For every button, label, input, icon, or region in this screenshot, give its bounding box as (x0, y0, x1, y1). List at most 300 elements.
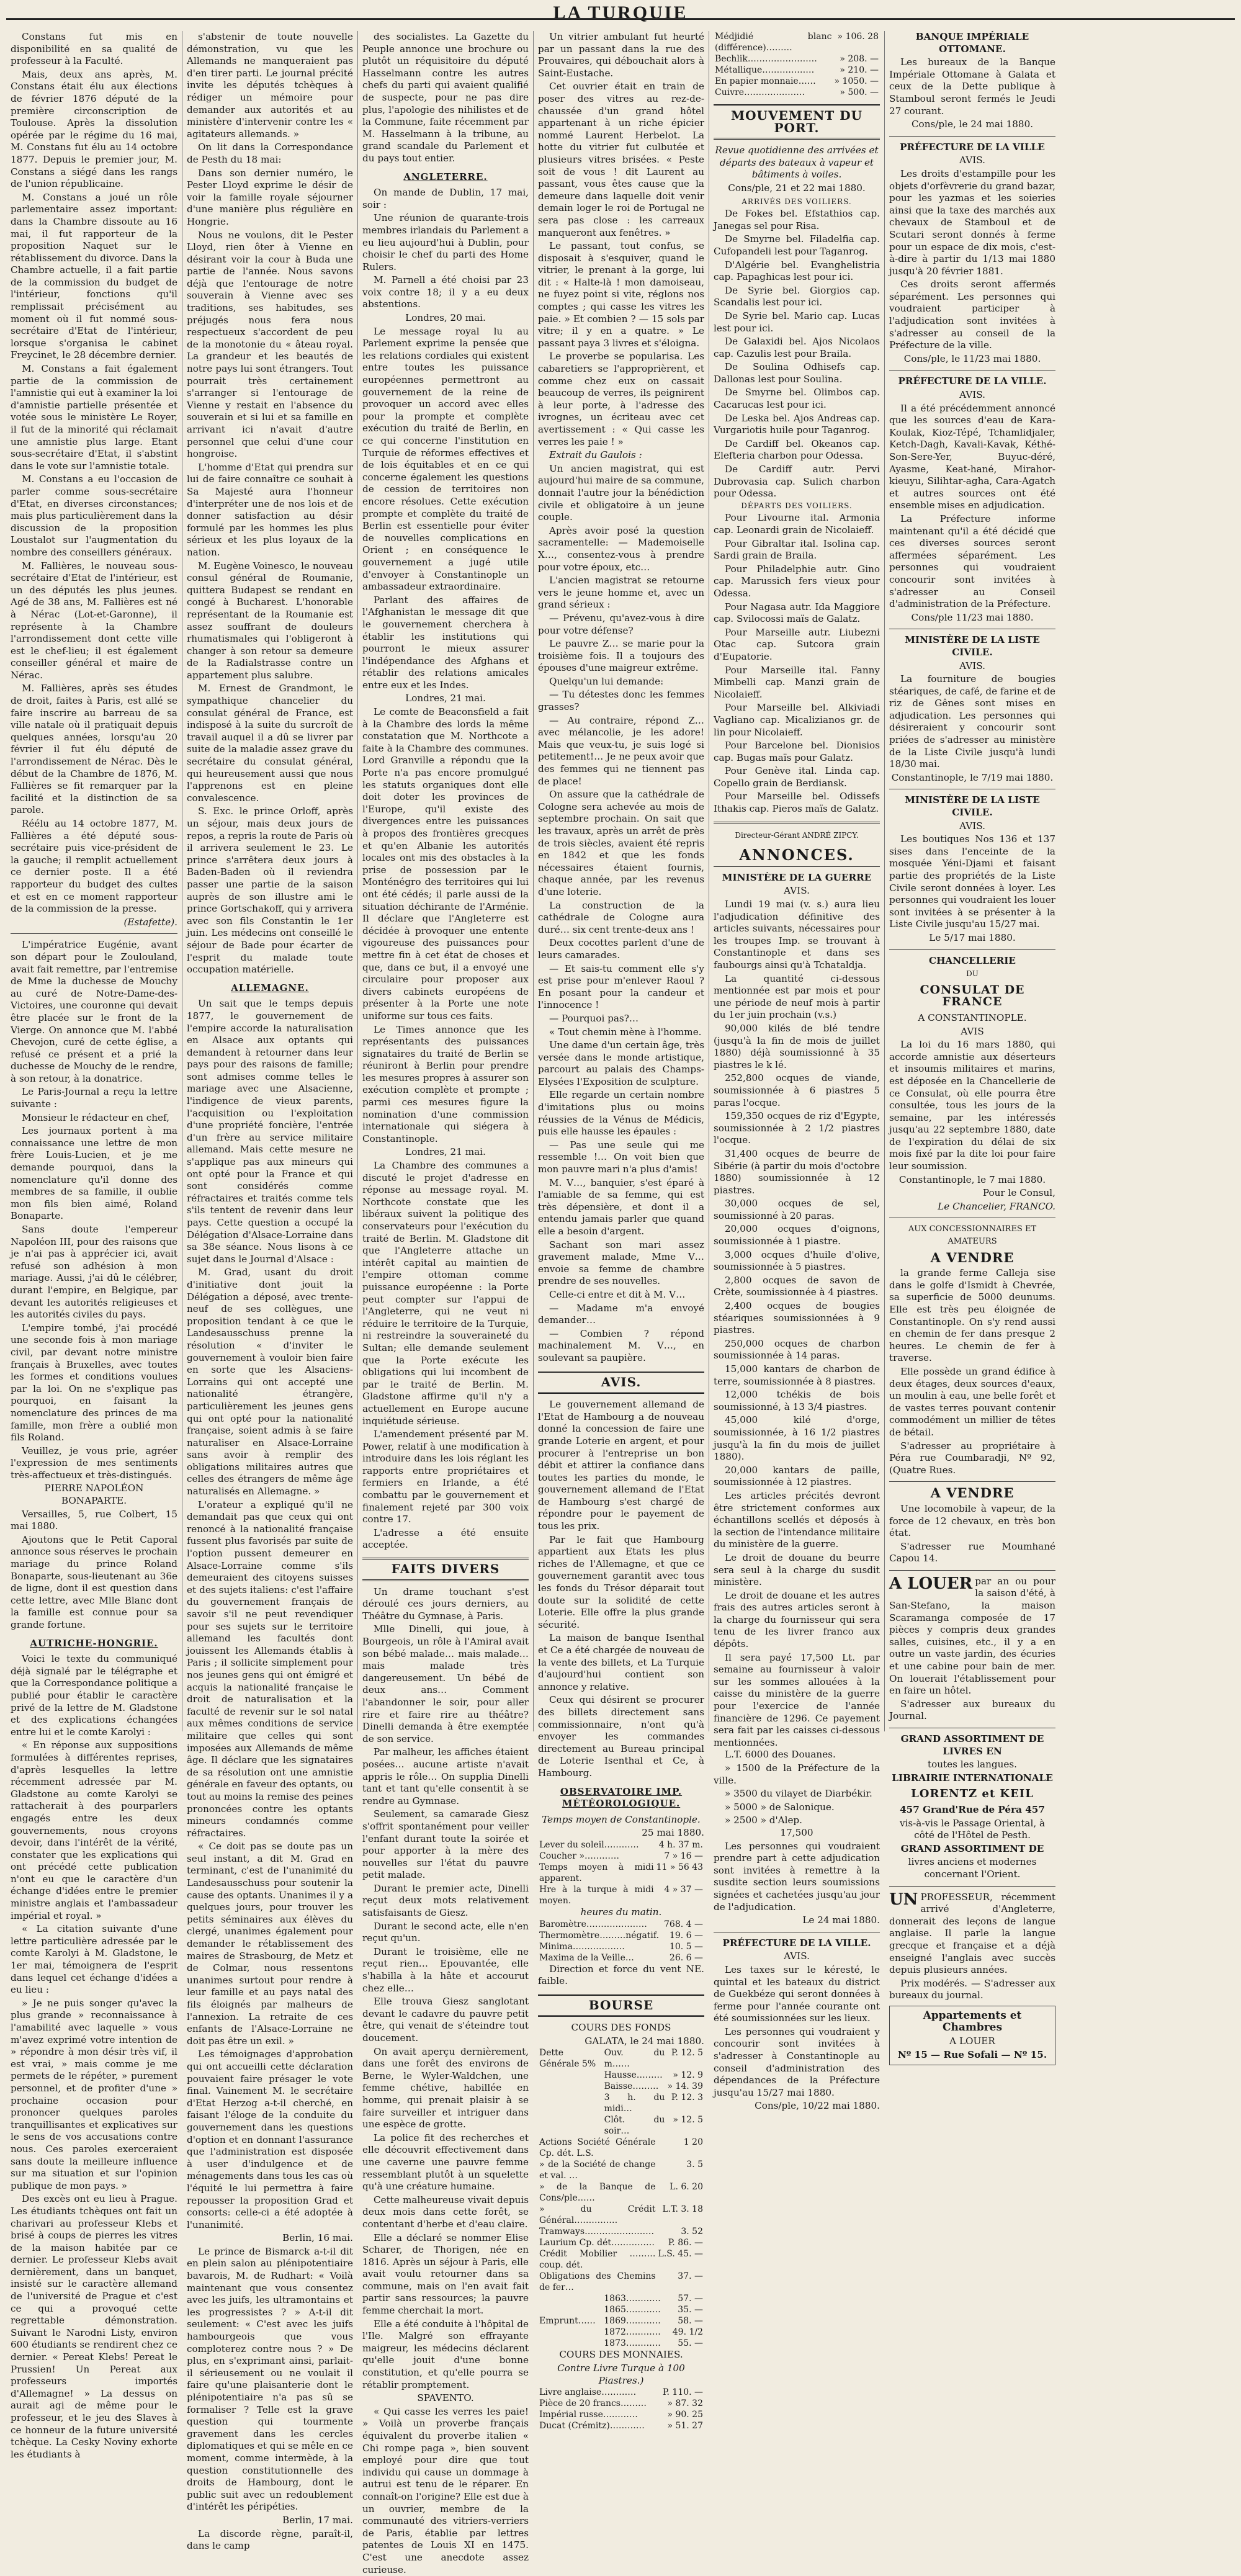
departures-list (714, 512, 880, 815)
column-3 (357, 31, 533, 2575)
arrival-entry: De Syrie bel. Giorgios cap. Scandalis lest pour ici. (714, 284, 880, 308)
paragraph: 20,000 kantars de paille, soumissionnée à 12 piastres. (714, 1464, 880, 1488)
table-row (538, 1941, 704, 1952)
actions-table (538, 2137, 704, 2293)
paragraph: 20,000 ocques d'oignons, soumissionnée à 1 piastre. (714, 1223, 880, 1247)
departure-entry: Pour Philadelphie autr. Gino cap. Marussich fers vieux pour Odessa. (714, 563, 880, 599)
signature: Le Chancelier, FRANCO. (938, 1200, 1055, 1212)
paragraph: Le droit de douane et les autres frais des autres articles seront à la charge du fournisseur qui sera tenu de les livrer franco aux dépôts. (714, 1589, 880, 1650)
table-row (714, 87, 880, 98)
paragraph: On assure que la cathédrale de Cologne sera achevée au mois de septembre prochain. On sait que les travaux, après un arrêt de près de trois siècles, avaient été repris en 1842 et que les fonds nécessaires étaient fournis, chaque année, par les revenus d'une loterie. (538, 789, 704, 897)
paragraph: « En réponse aux suppositions formulées à différentes reprises, d'après lesquelles la lettre récemment adressée par M. Gladstone au comte Karolyi se rattacherait à des pourparlers engagés entre les deux gouvernements, nous croyons devoir, dans l'intérêt de la vérité, constater que les explications qui ont précédé cette publication n'ont eu que le caractère d'un échange d'idées entre le premier ministre anglais et l'ambassadeur impérial et royal. » (11, 1739, 177, 1921)
paragraph: Cette malheureuse vivait depuis deux mois dans cette forêt, se contentant d'herbe et d'eau claire. (362, 2194, 529, 2230)
paragraph: M. Parnell a été choisi par 23 voix contre 18; il y a eu deux abstentions. (362, 274, 529, 310)
dateline: Londres, 21 mai. (405, 1146, 486, 1158)
paragraph: Constans fut mis en disponibilité en sa qualité de professeur à la Faculté. (11, 31, 177, 67)
table-cell: 1863………… (604, 2294, 661, 2304)
departure-entry: Pour Marseille autr. Liubezni Otac cap. Sutcora grain d'Eupatorie. (714, 626, 880, 662)
column-4 (533, 31, 709, 2431)
paragraph: Le proverbe se popularisa. Les cabaretiers se l'approprièrent, et comme chez eux on cassait beaucoup de verres, ils peignirent à leur porte, à l'adresse des ivrognes, un écriteau avec cet avertissement : « Qui casse les verres les paie ! » (538, 351, 704, 447)
payment-entry: » 1500 de la Préfecture de la ville. (714, 1762, 880, 1786)
letter-signature: PIERRE NAPOLÉON BONAPARTE. (44, 1483, 144, 1507)
observatory-table-2 (538, 1919, 704, 1963)
table-row (538, 2409, 704, 2420)
paragraph: Il sera payé 17,500 Lt. par semaine au fournisseur à valoir sur les sommes allouées à la caisse du ministère de la guerre pour l'exercice de l'année financière de 1296. Ce payement sera fait par les caisses ci-dessous mentionnées. (714, 1651, 880, 1748)
paragraph: La discorde règne, paraît-il, dans le camp (187, 2528, 353, 2552)
table-cell: Thermomètre………négatif. (539, 1930, 660, 1941)
wind-line: Direction et force du vent NE. faible. (538, 1963, 704, 1987)
paragraph: Les personnes qui voudraient prendre part à cette adjudication sont invitées à remettre à la susdite section leurs soumissions signées et cachetées jusqu'au jour de l'adjudication. (714, 1840, 880, 1913)
paragraph: PROFESSEUR, récemment arrivé d'Angleterre, donnerait des leçons de langue anglaise. Il parle la langue grecque et française et a déjà enseigné l'anglais avec succès depuis plusieurs années. (889, 1891, 1055, 1976)
departure-entry: Pour Genève ital. Linda cap. Copello grain de Berdiansk. (714, 765, 880, 789)
paragraph: On mande de Dublin, 17 mai, soir : (362, 187, 529, 210)
paragraph: M. Constans a eu l'occasion de parler comme sous-secrétaire d'Etat, en diverses circonstances; mais plus particulièrement dans la discussion de la proposition Loustalot sur l'augmentation du nombre des conseillers généraux. (11, 473, 177, 558)
dateline: Cons/ple, le 24 mai 1880. (911, 119, 1034, 130)
table-cell: » 51. 27 (667, 2421, 703, 2431)
paragraph: — Prévenu, qu'avez-vous à dire pour votre défense? (538, 612, 704, 636)
avis-label: AVIS. (784, 1950, 810, 1962)
paragraph: Monsieur le rédacteur en chef, (22, 1111, 169, 1123)
table-cell: Coucher »………… (539, 1851, 620, 1861)
table-cell: 57. — (678, 2294, 703, 2304)
paragraph: Les personnes qui voudraient y concourir sont invitées à s'adresser à Constantinople au conseil d'administration des dépendances de la Préfecture jusqu'au 15/27 mai 1880. (714, 2026, 880, 2098)
paragraph: Cet ouvrier était en train de poser des vitres au rez-de-chaussée d'un grand hôtel appartenant à un riche épicier nommé Laurent Herbelot. La hotte du vitrier fut culbutée et plusieurs vitres brisées. « Peste soit de vous ! dit Laurent au passant, vous êtes cause que la demeure dans laquelle doit venir demain loger le roi de Portugal ne sera pas close : les carreaux manqueront aux fenêtres. » (538, 81, 704, 238)
arrival-entry: De Leska bel. Ajos Andreas cap. Vurgariotis huile pour Taganrog. (714, 412, 880, 436)
paragraph: Une locomobile à vapeur, de la force de 12 chevaux, en très bon état. (889, 1502, 1055, 1539)
paragraph: Les articles précités devront être strictement conformes aux échantillons scellés et déposés à la section de l'intendance militaire du ministère de la guerre. (714, 1489, 880, 1550)
paragraph: La loi du 16 mars 1880, qui accorde amnistie aux déserteurs et insoumis militaires et marins, est déposée en la Chancellerie de ce Consulat, où elle pourra être consultée, tous les jours de la semaine, par les intéressés jusqu'au 22 septembre 1880, date de l'expiration du délai de six mois fixé par la dite loi pour faire leur soumission. (889, 1039, 1055, 1172)
paragraph: S. Exc. le prince Orloff, après un séjour, mais deux jours de repos, a repris la route de Paris où il arrivera seulement le 23. Le prince s'arrêtera deux jours à Baden-Baden où il reviendra passer une partie de la saison auprès de son illustre ami le prince Gortschakoff, qui y arrivera avec son fils Constantin le 1er juin. Les médecins ont conseillé le séjour de Bade pour écarter de l'esprit du malade toute occupation matérielle. (187, 806, 353, 976)
paragraph: L'orateur a expliqué qu'il ne demandait pas que ceux qui ont renoncé à la nationalité française fussent plus favorisés par suite de l'option pussent demeurer en Alsace-Lorraine comme s'ils demeuraient des citoyens suisses et des sujets italiens: c'est l'affaire du gouvernement français de savoir s'il ne peut revendiquer pour ses sujets sur le territoire allemand les facultés dont jouissent les Allemands établis à Paris ; il sollicite simplement pour nos jeunes gens qui ont émigré et acquis la nationalité française le droit de naturalisation et la faculté de revenir sur le sol natal aux mêmes conditions de service militaire que celles qui sont imposées aux Allemands de même âge. Il déclare que les signataires de sa résolution ont une amnistie générale en faveur des optants, ou tout au moins la remise des peines prononcées contre les optants mineurs condamnés comme réfractaires. (187, 1499, 353, 1839)
table-cell: Obligations des Chemins de fer… (539, 2271, 656, 2293)
section-heading-avis: AVIS. (538, 1371, 704, 1394)
table-cell (538, 2293, 603, 2304)
paragraph: « Qui casse les verres les paie! » Voilà un proverbe français équivalent du proverbe italien « Chi rompe paga », bien souvent employé pour dire que tout individu qui cause un dommage à autrui est tenu de le réparer. En connaît-on l'origine? Elle est due à un ouvrier, membre de la communauté des vitriers-verriers de Paris, établie par lettres patentes de Louis XI en 1475. C'est une anecdote assez curieuse. (362, 2405, 529, 2575)
table-cell (538, 2114, 603, 2137)
table-row (538, 1839, 704, 1851)
section-heading-port: MOUVEMENT DU PORT. (714, 104, 880, 140)
column-1 (6, 31, 182, 2460)
table-cell (538, 2304, 603, 2315)
table-cell: Emprunt…… (539, 2316, 596, 2327)
paragraph: Nous ne voulons, dit le Pester Lloyd, rien ôter à Vienne en désirant voir la cour à Buda une partie de l'année. Nous savons déjà que l'entourage de notre souverain à Vienne avec ses traditions, ses habitudes, ses préjugés nous fera nous respectueux s'accordent de peu de la monotonie du « âteau royal. La grandeur et les beautés de notre pays lui sont étrangers. Tout pourrait très certainement s'arranger si l'entourage de Vienne y restait en l'absence du souverain et si lui et sa famille en arrivant ici n'avait d'autre personnel que celui d'une cour hongroise. (187, 229, 353, 460)
column-2 (182, 31, 357, 2552)
subheading: COURS DES MONNAIES. (559, 2349, 683, 2361)
paragraph: L'homme d'Etat qui prendra sur lui de faire connaître ce souhait à Sa Majesté aura l'honneur d'interpréter une de nos lois et de donner satisfaction au désir formulé par les hommes les plus sérieux et les plus loyaux de la nation. (187, 461, 353, 558)
dateline: Cons/ple 11/23 mai 1880. (911, 611, 1034, 623)
paragraph: Des excès ont eu lieu à Prague. Les étudiants tchèques ont fait un charivari au professeur Klebs et brisé à coups de pierres les vitres de la maison habitée par ce dernier. Le professeur Klebs avait dernièrement, dans un banquet, insisté sur le caractère allemand de l'université de Prague et c'est ce qui a provoqué cette regrettable démonstration. Suivant le Narodni Listy, environ 600 étudiants se rendirent chez ce dernier. « Pereat Klebs! Pereat le Prussien! Un Pereat aux professeurs importés d'Allemagne! » La dessus on aurait agi de même pour le professeur, et le jeu des Slaves à ce honneur de la future université tchèque. La Cesky Noviny exhorte les étudiants à (11, 2193, 177, 2460)
paragraph: La quantité ci-dessous mentionnée est par mois et pour une période de neuf mois à partir du 1er juin prochain (v.s.) (714, 972, 880, 1021)
table-row (538, 2237, 704, 2248)
paragraph: M. V…, banquier, s'est éparé à l'amiable de sa femme, qui est très dépensière, et dont il a entendu jamais parler que quand elle a besoin d'argent. (538, 1177, 704, 1237)
avis-label: AVIS. (959, 389, 985, 401)
paragraph: Réélu au 14 octobre 1877, M. Fallières a été député sous-secrétaire puis vice-président de la gauche; il remplit actuellement ce dernier poste. Il a été rapporteur du budget des cultes et est en ce moment rapporteur de la commission de la presse. (11, 818, 177, 915)
table-cell: Dette Générale 5% (539, 2048, 596, 2070)
arrival-entry: D'Algérie bel. Evanghelistria cap. Papaghicas lest pour ici. (714, 259, 880, 283)
paragraph: vis-à-vis le Passage Oriental, à côté de l'Hôtel de Pesth. (899, 1817, 1046, 1841)
paragraph: L'ancien magistrat se retourne vers le jeune homme et, avec un grand sérieux : (538, 575, 704, 611)
a-louer-drop-cap: A LOUER (889, 1574, 973, 1593)
paragraph: 30,000 ocques de sel, soumissionné à 20 paras. (714, 1198, 880, 1221)
masthead-title: LA TURQUIE (553, 2, 688, 23)
arrival-entry: De Smyrne bel. Filadelfia cap. Cufopandeli lest pour Taganrog. (714, 233, 880, 257)
paragraph: « La citation suivante d'une lettre particulière adressée par le comte Karolyi à M. Gladstone, le 1er mai, témoignera de l'esprit dans lequel cet échange d'idées a eu lieu : (11, 1923, 177, 1996)
table-cell: 1873………… (604, 2338, 661, 2349)
paragraph: Un drame touchant s'est déroulé ces jours derniers, au Théâtre du Gymnase, à Paris. (362, 1586, 529, 1622)
paragraph: Les boutiques Nos 136 et 137 sises dans l'enceinte de la mosquée Yéni-Djami et faisant partie des propriétés de la Liste Civile seront données à loyer. Les personnes qui voudraient les louer sont invitées à se présenter à la Liste Civile jusqu'au 15/27 mai. (889, 833, 1055, 930)
table-cell: Minima……………… (539, 1941, 625, 1952)
divider (889, 1570, 1055, 1571)
paragraph: Seulement, sa camarade Giesz s'offrit spontanément pour veiller l'enfant durant toute la soirée et pour apporter à la mère des nouvelles sur l'état du pauvre petit malade. (362, 1808, 529, 1881)
table-cell: P. 12. 3 (671, 2093, 703, 2103)
paragraph: Veuillez, je vous prie, agréer l'expression de mes sentiments très-affectueux et très-distingués. (11, 1445, 177, 1481)
paragraph: Sachant son mari assez gravement malade, Mme V… envoie sa femme de chambre prendre de ses nouvelles. (538, 1239, 704, 1287)
subheading: heures du matin. (580, 1906, 662, 1918)
paragraph: 250,000 ocques de charbon soumissionnée à 14 paras. (714, 1337, 880, 1362)
monnaie-table-cont (714, 31, 880, 98)
paragraph: Les témoignages d'approbation qui ont accueilli cette déclaration pouvaient faire présager le vote final. Vainement M. le secrétaire d'Etat Herzog a-t-il cherché, en faisant l'éloge de la conduite du gouvernement dans les questions d'option et en donnant l'assurance que l'administration est disposée à user d'indulgence et de ménagements dans tous les cas où l'équité le lui permettra à faire repousser la proposition Grad et consorts: celle-ci a été adoptée à l'unanimité. (187, 2049, 353, 2230)
table-row (714, 53, 880, 65)
paragraph: » Je ne puis songer qu'avec la plus grande » reconnaissance à l'amabilité avec laquelle » vous m'avez exprimé votre intention de » répondre à mon désir très vif, il est vrai, » mais comme je me permets de le répéter, » purement personnel, et de profiter d'une » prochaine occasion pour prononcer quelques paroles tranquillisantes et explicatives sur le sens de vos accusations contre nous. Ces paroles exerceraient sans doute la meilleure influence sur ma situation et sur l'opinion publique de mon pays. » (11, 1997, 177, 2191)
paragraph: 2,400 ocques de bougies stéariques soumissionnées à 9 piastres. (714, 1300, 880, 1336)
table-cell: 3. 52 (681, 2227, 703, 2237)
table-cell: Tramways…………………… (539, 2227, 655, 2237)
paragraph: Elle possède un grand édifice à deux étages, deux sources d'eaux, un moulin à eau, une belle forêt et de vastes terres pouvant contenir commodément un millier de têtes de bétail. (889, 1365, 1055, 1438)
table-cell: » du Crédit Général…………… (539, 2204, 656, 2226)
arrival-entry: De Soulina Odhisefs cap. Dallonas lest pour Soulina. (714, 361, 880, 385)
table-row (538, 2047, 704, 2070)
dateline: Cons/ple, le 11/23 mai 1880. (903, 352, 1041, 364)
section-heading: AUTRICHE-HONGRIE. (30, 1637, 158, 1649)
paragraph: livres anciens et modernes concernant l'Orient. (908, 1856, 1037, 1880)
table-cell (538, 2092, 603, 2114)
table-cell: 768. 4 — (664, 1919, 703, 1929)
paragraph: L'empire tombé, j'ai procédé une seconde fois à mon mariage civil, par devant notre ministre français à Bruxelles, avec toutes les formes et conditions voulues par la loi. On ne s'explique pas pourquoi, en faisant la nomenclature des princes de ma famille, mon frère a oublié mon fils Roland. (11, 1322, 177, 1443)
subheading: COURS DES FONDS (571, 2022, 671, 2034)
columns (6, 31, 1235, 2575)
table-cell: 4 h. 37 m. (658, 1839, 703, 1850)
paragraph: Extrait du Gaulois : (549, 449, 642, 461)
table-cell: 1 20 (683, 2137, 703, 2148)
subheading: Temps moyen de Constantinople. (542, 1813, 701, 1825)
table-row (538, 2137, 704, 2159)
paragraph: Prix modérés. — S'adresser aux bureaux du journal. (889, 1977, 1055, 2001)
table-row (714, 31, 880, 53)
table-cell: Actions Société Générale Cp. dét. L.S. (539, 2137, 656, 2159)
table-cell: L. 6. 20 (670, 2182, 703, 2192)
paragraph: Le gouvernement allemand de l'Etat de Hambourg a de nouveau donné la concession de faire une grande Loterie en argent, et pour procurer à l'entreprise un bon débit et attirer la confiance dans toutes les parties du monde, le gouvernement allemand de l'Etat de Hambourg s'est chargé de répondre pour le payement de tous les prix. (538, 1399, 704, 1532)
table-row (538, 2327, 704, 2338)
table-cell: 26. 6 — (669, 1952, 703, 1963)
payment-total: 17,500 (780, 1826, 813, 1838)
emprunt-table (538, 2293, 704, 2349)
paragraph: — Combien ? répond machinalement M. V…, en soulevant sa paupière. (538, 1327, 704, 1363)
table-cell: Baisse……… (604, 2081, 659, 2092)
arrival-entry: De Fokes bel. Efstathios cap. Janegas sel pour Risa. (714, 208, 880, 231)
paragraph: Voici le texte du communiqué déjà signalé par le télégraphe et que la Correspondance politique a publié pour établir le caractère privé de la lettre de M. Gladstone et des explications échangées entre lui et le comte Karolyi : (11, 1653, 177, 1738)
table-cell: » de la Société de change et val. … (539, 2160, 656, 2181)
paragraph: Mlle Dinelli, qui joue, à Bourgeois, un rôle à l'Amiral avait son bébé malade… mais malade… mais malade très dangereusement. Un bébé de deux ans… Comment l'abandonner le soir, pour aller rire et faire rire au théâtre? Dinelli demanda à être exemptée de son service. (362, 1623, 529, 1744)
paragraph: La Chambre des communes a discuté le projet d'adresse en réponse au message royal. M. Northcote constate que les libéraux suivent la politique des conservateurs pour l'exécution du traité de Berlin. M. Gladstone dit que l'Angleterre attache un intérêt capital au maintien de l'empire ottoman comme puissance européenne : la Porte peut compter sur l'appui de l'Angleterre, qui ne veut ni réduire le territoire de la Turquie, ni restreindre la souveraineté du Sultan; elle demande seulement que la Porte exécute les obligations qui lui incombent de par le traité de Berlin. M. Gladstone affirme qu'il n'y a actuellement en Europe aucune inquiétude sérieuse. (362, 1160, 529, 1427)
arrival-entry: De Galaxidi bel. Ajos Nicolaos cap. Cazulis lest pour Braila. (714, 336, 880, 359)
paragraph: M. Fallières, le nouveau sous-secrétaire d'Etat de l'intérieur, est un des députés les plus jeunes. Agé de 38 ans, M. Fallières est né à Nérac (Lot-et-Garonne), il représente à la Chambre l'arrondissement dont cette ville est le chef-lieu; il est également conseiller général et maire de Nérac. (11, 560, 177, 681)
dateline: 25 mai 1880. (642, 1827, 704, 1839)
paragraph: Un ancien magistrat, qui est aujourd'hui maire de sa commune, donnait l'autre jour la bénédiction civile et obligatoire à un jeune couple. (538, 462, 704, 523)
table-cell: Baromètre………………… (539, 1919, 647, 1929)
paragraph: Elle a déclaré se nommer Elise Scharer, de Thorigen, née en 1816. Après un séjour à Paris, elle avait voulu retourner dans sa commune, mais on l'en avait fait partir sans ressources; la pauvre femme cherchait la mort. (362, 2232, 529, 2317)
subheading: A LOUER (949, 2035, 995, 2047)
paragraph: M. Constans a fait également partie de la commission de l'amnistie qui eut à examiner la loi d'amnistie partielle présentée et votée sous le ministère Le Royer, il fut de la minorité qui réclamait une amnistie plus large. Etant sous-secrétaire d'Etat, il s'abstint dans le vote sur l'amnistie totale. (11, 363, 177, 472)
paragraph: Le pauvre Z… se marie pour la troisième fois. Il a toujours des épouses d'une maigreur extrême. (538, 638, 704, 674)
table-cell: L.T. 3. 18 (662, 2204, 703, 2215)
table-cell: » 14. 39 (667, 2081, 703, 2092)
paragraph: 15,000 kantars de charbon de terre, soumissionnée à 8 piastres. (714, 1363, 880, 1387)
paragraph: Les journaux portent à ma connaissance une lettre de mon frère Louis-Lucien, et je me demande pourquoi, dans la nomenclature qu'il donne des membres de sa famille, il oublie mon fils bien aimé, Roland Bonaparte. (11, 1125, 177, 1222)
table-cell: Impérial russe………… (539, 2410, 638, 2420)
subheading: PRÉFECTURE DE LA VILLE (900, 141, 1045, 153)
subheading: GRAND ASSORTIMENT DE LIVRES EN (900, 1733, 1044, 1757)
table-cell: Métallique……………… (715, 65, 815, 75)
table-cell: Médjidié blanc (différence)……… (715, 32, 832, 53)
paragraph: La construction de la cathédrale de Cologne aura duré… six cent trente-deux ans ! (538, 899, 704, 935)
subheading: DÉPARTS DES VOILIERS. (741, 501, 853, 510)
table-row (538, 1919, 704, 1930)
paragraph: Elle trouva Giesz sanglotant devant le cadavre du pauvre petit être, qui venait de s'éteindre tout doucement. (362, 1996, 529, 2044)
paragraph: Le passant, tout confus, se disposait à s'esquiver, quand le vitrier, le prenant à la gorge, lui dit : « Halte-là ! mon damoiseau, ne fuyez point si vite, réglons nos comptes ; qui casse les vitres les paie. » Et combien ? — 15 sols par vitre; il y en a quatre. » Le passant paya 3 livres et s'éloigna. (538, 240, 704, 349)
table-cell: Hausse……… (604, 2070, 663, 2081)
divider (714, 822, 880, 824)
table-row (538, 2271, 704, 2293)
address: 457 Grand'Rue de Péra 457 (900, 1803, 1045, 1815)
table-row (538, 1884, 704, 1906)
monnaie-table (538, 2387, 704, 2431)
table-row (538, 1952, 704, 1963)
paragraph: Les bureaux de la Banque Impériale Ottomane à Galata et ceux de la Dette publique à Stamboul seront fermés le Jeudi 27 courant. (889, 56, 1055, 117)
table-row (538, 2204, 704, 2226)
dateline: Constantinople, le 7/19 mai 1880. (891, 771, 1054, 783)
table-cell: 37. — (678, 2271, 703, 2282)
table-row (538, 2159, 704, 2181)
table-cell: » 12. 5 (673, 2115, 703, 2125)
subheading: PRÉFECTURE DE LA VILLE. (898, 375, 1047, 387)
dateline: Constantinople, le 7 mai 1880. (898, 1174, 1046, 1185)
paragraph: Le Times annonce que les représentants des puissances signataires du traité de Berlin se réuniront à Berlin pour prendre les mesures propres à assurer son exécution complète et prompte ; parmi ces mesures figure la nomination d'une commission internationale qui siégera à Constantinople. (362, 1023, 529, 1144)
table-row (538, 1930, 704, 1941)
paragraph: M. Constans a joué un rôle parlementaire assez important: dans la Chambre dissoute au 16 mai, il fut rapporteur de la proposition Naquet sur le rétablissement du divorce. Dans la Chambre actuelle, il a fait partie de la commission du budget de l'intérieur, fonctions qu'il remplissait précisément au moment où il fut nommé sous-secrétaire d'Etat de l'intérieur, lorsque s'organisa le cabinet Freycinet, le 28 décembre dernier. (11, 191, 177, 361)
table-row (538, 2293, 704, 2304)
section-heading-faits-divers: FAITS DIVERS (362, 1558, 529, 1581)
table-cell: Ouv. du m…… (604, 2048, 665, 2070)
divider (889, 1886, 1055, 1887)
paragraph: Lundi 19 mai (v. s.) aura lieu l'adjudication définitive des articles suivants, nécessaires pour les troupes Imp. se trouvant à Constantinople et dans ses faubourgs ainsi qu'à Tchataldja. (714, 899, 880, 971)
paragraph: L'adresse a été ensuite acceptée. (362, 1527, 529, 1551)
subheading: AUX CONCESSIONNAIRES ET AMATEURS (908, 1224, 1037, 1247)
payment-entry: » 2500 » d'Alep. (725, 1815, 802, 1826)
paragraph: M. Fallières, après ses études de droit, faites à Paris, est allé se faire inscrire au barreau de sa ville natale où il pratiquait depuis quelques années, lorsqu'au 20 février il fut élu député de l'arrondissement de Nérac. Dès le début de la Chambre de 1876, M. Fallières se fit remarquer par la facilité et la distinction de sa parole. (11, 683, 177, 816)
paragraph: On avait aperçu dernièrement, dans une forêt des environs de Berne, le Wyler-Waldchen, une femme chétive, habillée en homme, qui prenait plaisir à se faire surveiller et intriguer dans une espèce de grotte. (362, 2045, 529, 2130)
a-vendre-heading: A VENDRE (930, 1485, 1015, 1501)
paragraph: Le comte de Beaconsfield a fait à la Chambre des lords la même constatation que M. Northcote a faite à la Chambre des communes. Lord Granville a répondu que la Porte n'a pas encore promulgué les statuts organiques dont elle doit doter les provinces de l'Europe, qu'il existe des divergences entre les puissances à propos des frontières grecques et qu'en Albanie les autorités locales ont mis des obstacles à la prise de possession par le Monténégro des territoires qui lui ont été cédés; il parle aussi de la situation déchirante de l'Arménie. Il déclare que l'Angleterre est décidée à provoquer une entente vigoureuse des puissances pour mettre fin à cet état de choses et que, dans ce but, il a envoyé une circulaire pour proposer aux divers cabinets européens de présenter à la Porte une note uniforme sur tous ces faits. (362, 706, 529, 1021)
payment-entry: » 5000 » de Salonique. (725, 1801, 835, 1813)
subheading: Contre Livre Turque à 100 Piastres.) (557, 2363, 685, 2386)
paragraph: Une dame d'un certain âge, très versée dans le monde artistique, parcourt au palais des Champs-Elysées l'Exposition de sculpture. (538, 1039, 704, 1087)
paragraph: M. Eugène Voinesco, le nouveau consul général de Roumanie, quittera Budapest se rendant en congé à Bucharest. L'honorable représentant de la Roumanie est assez souffrant de douleurs rhumatismales qui l'obligeront à changer à son retour sa demeure de la Radialstrasse contre un appartement plus salubre. (187, 560, 353, 681)
section-heading: ANGLETERRE. (403, 171, 488, 182)
paragraph: Par malheur, les affiches étaient posées… aucune artiste n'avait appris le rôle… On supplia Dinelli tant et tant qu'elle consentit à se rendre au Gymnase. (362, 1746, 529, 1806)
table-row (538, 2092, 704, 2114)
arrivals-list (714, 208, 880, 500)
dateline: Berlin, 16 mai. (282, 2232, 353, 2244)
observatory-table (538, 1839, 704, 1906)
arrival-entry: De Smyrne bel. Olimbos cap. Cacarucas lest pour ici. (714, 387, 880, 411)
avis-label: AVIS. (959, 660, 985, 671)
column-6 (884, 31, 1060, 2060)
paragraph: Les taxes sur le kéresté, le quintal et les bateaux du district de Guekbéze qui seront données à ferme pour l'année courante ont été soumissionnées sur les lieux. (714, 1963, 880, 2024)
appartements-ad (889, 2006, 1055, 2065)
table-row (538, 2387, 704, 2398)
section-heading-bourse: BOURSE (538, 1994, 704, 2017)
table-cell: Ducat (Crémitz)………… (539, 2421, 645, 2431)
table-cell: 11 » 56 43 (656, 1862, 703, 1872)
paragraph: Ces droits seront affermés séparément. Les personnes qui voudraient participer à l'adjudication sont invitées à s'adresser au conseil de la Préfecture de la ville. (889, 279, 1055, 351)
arrival-entry: De Cardiff bel. Okeanos cap. Elefteria charbon pour Odessa. (714, 438, 880, 462)
column-5 (709, 31, 884, 2112)
paragraph: Mais, deux ans après, M. Constans était élu aux élections de février 1876 député de la première circonscription de Toulouse. Après la dissolution opérée par le régime du 16 mai, M. Constans fut élu au 14 octobre 1877. Depuis le premier jour, M. Constans a siégé dans les rangs de l'union républicaine. (11, 68, 177, 190)
avis-label: AVIS. (784, 885, 810, 897)
table-cell: » 208. — (840, 54, 879, 64)
dateline: Londres, 21 mai. (405, 693, 486, 704)
dateline: Londres, 20 mai. (405, 312, 486, 324)
table-row (538, 2304, 704, 2315)
table-cell: » 87. 32 (667, 2399, 703, 2409)
paragraph: Le message royal lu au Parlement exprime la pensée que les relations cordiales qui existent entre toutes les puissance européennes permettront au gouvernement de la reine de provoquer un accord avec elles pour la prompte et complète exécution du traité de Berlin, en ce qui concerne l'institution en Turquie de réformes effectives et de lois équitables et en ce qui concerne également les questions de cession de territoires non encore résolues. Cette exécution prompte et complète du traité de Berlin est essentielle pour éviter de nouvelles complications en Orient ; en conséquence le gouvernement a jugé utile d'envoyer à Constantinople un ambassadeur extraordinaire. (362, 325, 529, 593)
subheading: ARRIVÉS DES VOILIERS. (741, 197, 852, 206)
table-cell: » 12. 9 (673, 2070, 703, 2081)
table-row (538, 2398, 704, 2409)
paragraph: Dans son dernier numéro, le Pester Lloyd exprime le désir de voir la famille royale séjourner d'une manière plus régulière en Hongrie. (187, 167, 353, 227)
paragraph: 159,350 ocques de riz d'Egypte, soumissionnée à 2 1/2 piastres l'ocque. (714, 1110, 880, 1146)
arrival-entry: De Cardiff autr. Pervi Dubrovasia cap. Sulich charbon pour Odessa. (714, 464, 880, 500)
table-cell: 4 » 37 — (664, 1884, 703, 1895)
divider (889, 949, 1055, 950)
paragraph: — Pas une seule qui me ressemble !… On voit bien que mon pauvre mari n'a plus d'amis! (538, 1139, 704, 1175)
paragraph: Durant le second acte, elle n'en reçut qu'un. (362, 1920, 529, 1944)
paragraph: Sans doute l'empereur Napoléon III, pour des raisons que je n'ai pas à apprécier ici, avait refusé son adhésion à mon mariage. Aussi, j'ai dû le célébrer, durant l'empire, en Belgique, par devant les autorités religieuses et les autorités civiles du pays. (11, 1224, 177, 1321)
table-cell: Crédit Mobilier ………coup. dét. (539, 2249, 656, 2271)
paragraph: M. Ernest de Grandmont, le sympathique chancelier du consulat général de France, est indisposé à la suite du surcroît de travail auquel il a dû se livrer par suite de la maladie assez grave du secrétaire du consulat général, qui heureusement aussi que nous l'apprenons est en pleine convalescence. (187, 683, 353, 804)
paragraph: Celle-ci entre et dit à M. V… (549, 1288, 686, 1300)
subheading: toutes les langues. (927, 1759, 1017, 1770)
table-cell: Lever du soleil………… (539, 1839, 639, 1850)
table-cell: » de la Banque de Cons/ple…… (539, 2182, 656, 2204)
subheading: PRÉFECTURE DE LA VILLE. (722, 1937, 871, 1949)
paragraph: la grande ferme Calleja sise dans le golfe d'Ismidt à Chevrée, sa superficie de 5000 deunums. Elle est très peu éloignée de Constantinople. On s'y rend aussi en chemin de fer dans presque 2 heures. Le chemin de fer à traverse. (889, 1267, 1055, 1364)
table-cell (538, 2081, 603, 2092)
paragraph: Le prince de Bismarck a-t-il dit en plein salon au plénipotentiaire bavarois, M. de Rudhart: « Voilà maintenant que vous consentez avec les juifs, les ultramontains et les progressistes ? » A-t-il dit seulement: « C'est avec les juifs hambourgeois que vous comploterez contre nous ? » De plus, en s'exprimant ainsi, parlait-il sérieusement ou ne voulait il faire qu'une plaisanterie dont le plénipotentiaire n'a pas sû se formaliser ? Telle est la grave question qui tourmente gravement dans les cercles diplomatiques et qui se mêle en ce moment, comme intermède, à la question constitutionnelle des droits de Hambourg, dont le public suit avec un redoublement d'intérêt les péripéties. (187, 2245, 353, 2513)
table-cell: 19. 6 — (669, 1930, 703, 1941)
paragraph: — Pourquoi pas?… (549, 1012, 639, 1024)
table-cell: 49. 1/2 (672, 2327, 703, 2338)
table-cell: Temps moyen à midi apparent. (539, 1862, 654, 1883)
bourse-table (538, 2047, 704, 2137)
signature: Pour le Consul, (982, 1187, 1055, 1199)
table-cell: P. 110. — (662, 2387, 703, 2398)
paragraph: 45,000 kilé d'orge, soumissionnée, à 16 1/2 piastres jusqu'à la fin du mois de juillet 1880). (714, 1414, 880, 1463)
paragraph: La maison de banque Isenthal et Ce a été chargée de nouveau de la vente des billets, et La Turquie d'aujourd'hui contient son annonce y relative. (538, 1632, 704, 1692)
subheading: BANQUE IMPÉRIALE OTTOMANE. (915, 31, 1029, 55)
departure-entry: Pour Nagasa autr. Ida Maggiore cap. Svilocossi maïs de Galatz. (714, 601, 880, 625)
paragraph: M. Grad, usant du droit d'initiative dont jouit la Délégation a déposé, avec trente-neuf de ses collègues, une proposition tendant à ce que le Landesausschuss prenne la résolution « d'inviter le gouvernement à vouloir bien faire en sorte que les Alsaciens-Lorrains qui ont accepté une nationalité étrangère, particulièrement les jeunes gens qui ont opté pour la nationalité française, soient admis à se faire naturaliser en Alsace-Lorraine sans avoir à remplir des obligations militaires autres que celles des étrangers de même âge naturalisés en Allemagne. » (187, 1267, 353, 1497)
paragraph: des socialistes. La Gazette du Peuple annonce une brochure ou plutôt un réquisitoire du député Hasselmann contre les autres chefs du parti qui avaient qualifié de suspecte, pour ne pas dire plus, l'apologie des nihilistes et de la Commune, faite récemment par M. Hasselmann à la tribune, au grand scandale du Parlement et du pays tout entier. (362, 31, 529, 164)
table-row (538, 1862, 704, 1884)
paragraph: Durant le premier acte, Dinelli reçut deux mots relativement satisfaisants de Giesz. (362, 1882, 529, 1919)
paragraph: Un vitrier ambulant fut heurté par un passant dans la rue des Prouvaires, qui débouchait alors à Saint-Eustache. (538, 31, 704, 79)
table-cell: » 90. 25 (667, 2410, 703, 2420)
subheading: CHANCELLERIE (928, 954, 1016, 966)
paragraph: Le Paris-Journal a reçu la lettre suivante : (11, 1086, 177, 1110)
paragraph: « Tout chemin mène à l'homme. (549, 1026, 702, 1038)
paragraph: S'adresser rue Moumhané Capou 14. (889, 1540, 1055, 1564)
paragraph: 90,000 kilés de blé tendre (jusqu'à la fin de mois de juillet 1880) déjà soumissionné à 35 piastres le k lé. (714, 1022, 880, 1070)
table-row (538, 2070, 704, 2081)
paragraph: 2,800 ocques de savon de Crète, soumissionnée à 4 piastres. (714, 1274, 880, 1298)
table-row (714, 65, 880, 76)
table-row (538, 2081, 704, 2092)
dateline: Cons/ple, 10/22 mai 1880. (755, 2100, 880, 2112)
dateline: Le 5/17 mai 1880. (929, 931, 1016, 943)
table-cell: P. 12. 5 (671, 2048, 703, 2058)
table-row (538, 2248, 704, 2271)
paragraph: Durant le troisième, elle ne reçut rien… Epouvantée, elle s'habilla à la hâte et accourut chez elle… (362, 1945, 529, 1994)
dateline: Cons/ple, 21 et 22 mai 1880. (728, 182, 866, 194)
paragraph: 31,400 ocques de beurre de Sibérie (à partir du mois d'octobre 1880) soumissionnée à 12 piastres. (714, 1147, 880, 1196)
departure-entry: Pour Gibraltar ital. Isolina cap. Sardi grain de Braila. (714, 537, 880, 562)
paragraph: « Ce doit pas se doute pas un seul instant, a dit M. Grad en terminant, c'est de l'unanimité du Landesausschuss pour soutenir la cause des optants. Unanimes il y a quelques jours, pour trouver les petits séminaires aux élèves du clergé, unanimes également pour demander le rétablissement des maires de Strasbourg, de Metz et de Colmar, nous ressentons unanimes surtout pour rendre à leur famille et au pays natal des fils éloignés par malheurs de l'annexion. La retraite de ces enfants de l'Alsace-Lorraine ne doit pas être un exil. » (187, 1841, 353, 2047)
masthead (0, 0, 1241, 26)
table-cell (538, 2327, 603, 2338)
table-cell: 1869………… (604, 2316, 661, 2327)
subheading: MINISTÈRE DE LA GUERRE (722, 871, 872, 883)
table-cell: Laurium Cp. dét…………… (539, 2238, 655, 2248)
subheading: MINISTÈRE DE LA LISTE CIVILE. (905, 794, 1040, 819)
section-heading-annonces: ANNONCES. (739, 846, 854, 864)
table-cell: En papier monnaie…… (715, 76, 816, 86)
table-row (538, 2114, 704, 2137)
table-cell: » 500. — (840, 88, 879, 97)
avis-label: AVIS. (959, 820, 985, 832)
departure-entry: Pour Marseille bel. Alkiviadi Vagliano cap. Micalizianos gr. de lin pour Nicolaieff. (714, 702, 880, 738)
address: Nº 15 — Rue Sofali — Nº 15. (897, 2049, 1047, 2060)
table-row (714, 76, 880, 87)
paragraph: L'amendement présenté par M. Power, relatif à une modification à introduire dans les lois réglant les rapports entre propriétaires et fermiers en Irlande, a été combattu par le gouvernement et finalement rejeté par 300 voix contre 17. (362, 1429, 529, 1525)
payment-entry: » 3500 du vilayet de Diarbékir. (725, 1788, 872, 1800)
table-cell: 1872………… (604, 2327, 661, 2338)
paragraph: Ceux qui désirent se procurer des billets directement sans commissionnaire, n'ont qu'à envoyer les commandes directement au Bureau principal de Loterie Isenthal et Ce, à Hambourg. (538, 1694, 704, 1779)
paragraph: — Madame m'a envoyé demander… (538, 1302, 704, 1326)
source-signature: (Estafette). (123, 916, 177, 928)
dateline: Berlin, 17 mai. (282, 2514, 353, 2526)
table-cell: 3. 5 (686, 2160, 703, 2170)
section-heading-observatoire: OBSERVATOIRE IMP. MÉTÉOROLOGIQUE. (560, 1785, 683, 1810)
subheading: DU (966, 969, 979, 979)
paragraph: Le droit de douane du beurre sera seul à la charge du susdit ministère. (714, 1551, 880, 1588)
paragraph: Ajoutons que le Petit Caporal annonce sous réserves le prochain mariage du prince Roland Bonaparte, sous-lieutenant au 36e de ligne, dont il est question dans cette lettre, avec Mlle Blanc dont la famille est connue pour sa grande fortune. (11, 1533, 177, 1630)
paragraph: 12,000 tchékis de bois soumissionné, à 13 3/4 piastres. (714, 1389, 880, 1412)
table-cell (538, 2338, 603, 2349)
table-row (538, 1851, 704, 1862)
table-cell: 55. — (678, 2338, 703, 2349)
paragraph: La Préfecture informe maintenant qu'il a été décidé que ces diverses sources seront affermées séparément. Les personnes qui voudraient concourir sont invitées à s'adresser au Conseil d'administration de la Préfecture. (889, 513, 1055, 610)
